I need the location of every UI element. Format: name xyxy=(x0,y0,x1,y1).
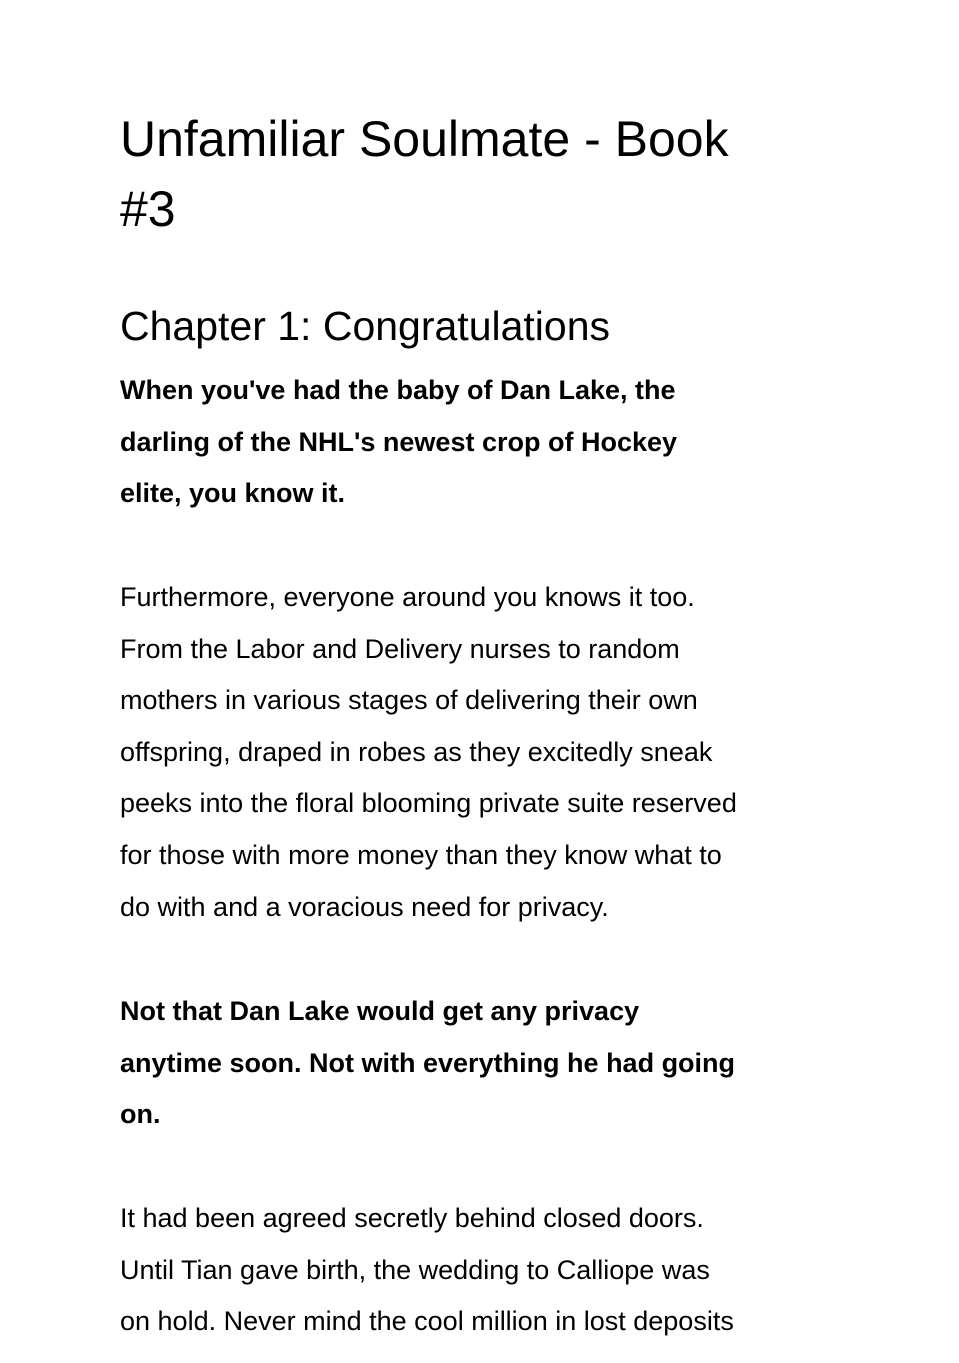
book-title-line: #3 xyxy=(120,181,176,237)
book-title xyxy=(120,104,820,244)
paragraph-line: From the Labor and Delivery nurses to random xyxy=(120,633,680,664)
paragraph-3 xyxy=(120,986,820,1141)
paragraph-line: peeks into the floral blooming private suite reserved xyxy=(120,788,737,819)
paragraph-line: for those with more money than they know what to xyxy=(120,839,722,870)
paragraph-line: elite, you know it. xyxy=(120,478,346,509)
paragraph-line: When you've had the baby of Dan Lake, the xyxy=(120,375,676,405)
paragraph-line: darling of the NHL's newest crop of Hockey xyxy=(120,426,678,457)
paragraph-line: It had been agreed secretly behind closed doors. xyxy=(120,1203,704,1233)
paragraph-1 xyxy=(120,365,820,520)
paragraph-line: Until Tian gave birth, the wedding to Calliope was xyxy=(120,1254,710,1285)
chapter-title: Chapter 1: Congratulations xyxy=(120,303,611,349)
paragraph-line: mothers in various stages of delivering their own xyxy=(120,685,698,716)
paragraph-line: Furthermore, everyone around you knows it too. xyxy=(120,582,695,612)
paragraph-line: on hold. Never mind the cool million in lost deposits xyxy=(120,1306,734,1337)
paragraph-line: on. xyxy=(120,1099,161,1130)
paragraph-line: anytime soon. Not with everything he had going xyxy=(120,1047,736,1078)
paragraph-line: offspring, draped in robes as they excitedly sneak xyxy=(120,736,713,767)
paragraph-4 xyxy=(120,1193,820,1348)
paragraph-line: Not that Dan Lake would get any privacy xyxy=(120,996,640,1026)
paragraph-2 xyxy=(120,572,820,933)
paragraph-line: do with and a voracious need for privacy. xyxy=(120,891,609,922)
book-title-line: Unfamiliar Soulmate - Book xyxy=(120,111,729,167)
